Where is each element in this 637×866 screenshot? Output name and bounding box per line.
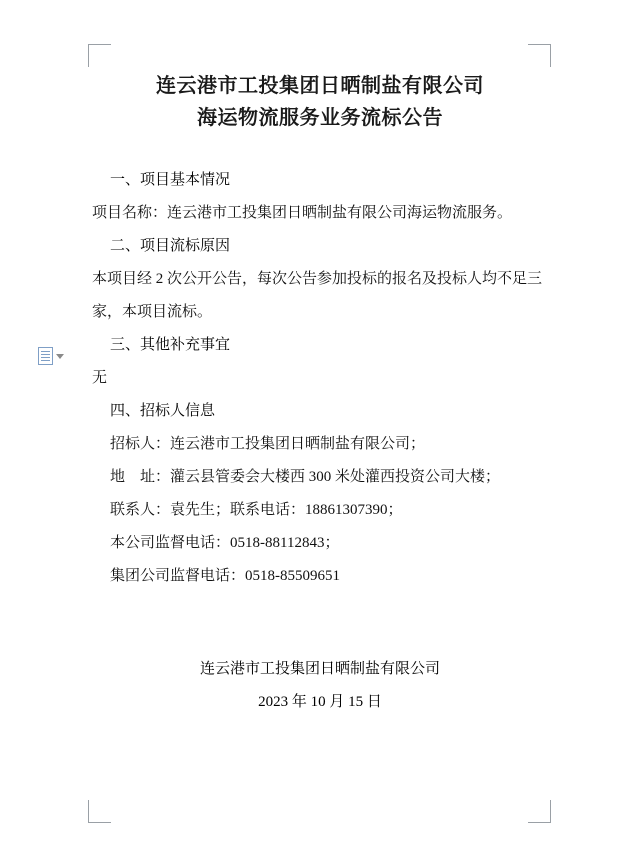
crop-mark-bottom-left: [88, 800, 111, 823]
section-text-3: 无: [92, 370, 108, 386]
contact-line-3: 联系人：袁先生；联系电话：18861307390；: [110, 502, 403, 518]
crop-mark-bottom-right: [528, 800, 551, 823]
paste-options-button[interactable]: [38, 345, 68, 367]
contact-line-5: 集团公司监督电话：0518-85509651: [110, 568, 340, 584]
contact-line-4: 本公司监督电话：0518-88112843；: [110, 535, 340, 551]
section-heading-1: 一、项目基本情况: [110, 172, 231, 188]
contact-line-1: 招标人：连云港市工投集团日晒制盐有限公司；: [110, 436, 426, 452]
document-content: [92, 70, 548, 719]
contact-line-2: 地 址：灌云县管委会大楼西 300 米处灌西投资公司大楼；: [110, 469, 501, 485]
title-line-2: 海运物流服务业务流标公告: [197, 107, 443, 129]
section-heading-3: 三、其他补充事宜: [110, 337, 231, 353]
document-icon: [38, 347, 53, 365]
chevron-down-icon: [56, 354, 64, 359]
title-spacer: [92, 134, 548, 164]
section-text-1: 项目名称：连云港市工投集团日晒制盐有限公司海运物流服务。: [92, 205, 513, 221]
section-text-2: 本项目经 2 次公开公告，每次公告参加投标的报名及投标人均不足三家，本项目流标。: [92, 271, 543, 320]
crop-mark-top-right: [528, 44, 551, 67]
signature-company: 连云港市工投集团日晒制盐有限公司: [199, 661, 440, 677]
section-heading-2: 二、项目流标原因: [110, 238, 231, 254]
crop-mark-top-left: [88, 44, 111, 67]
page-title: [92, 70, 548, 134]
signature-date: 2023 年 10 月 15 日: [258, 694, 382, 710]
title-line-1: 连云港市工投集团日晒制盐有限公司: [156, 75, 484, 97]
signature-block: [92, 653, 548, 719]
section-heading-4: 四、招标人信息: [110, 403, 216, 419]
document-body: [92, 164, 548, 593]
